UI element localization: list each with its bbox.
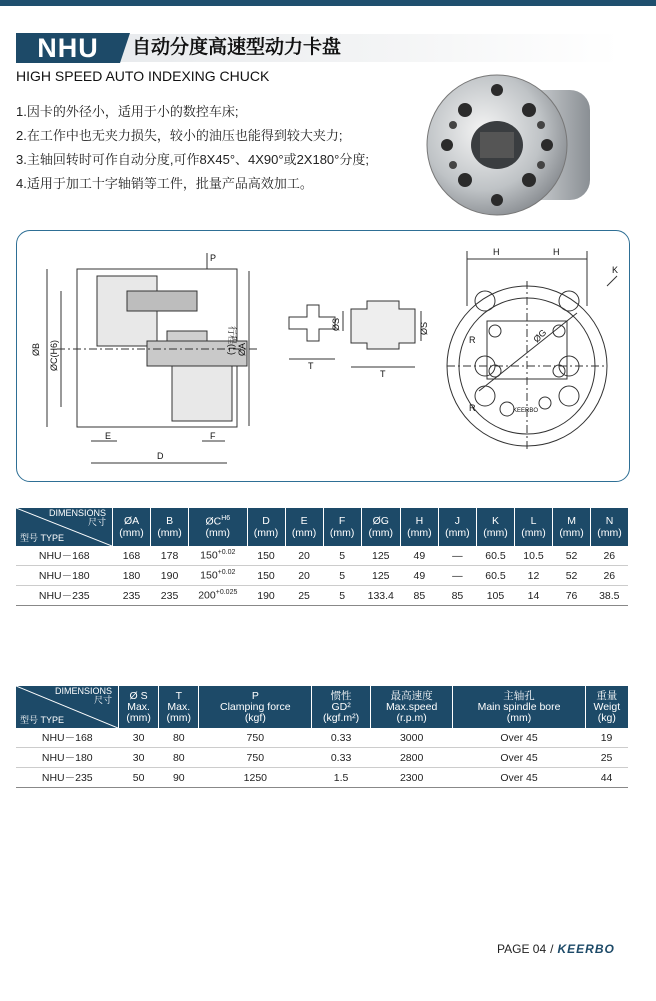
col-inertia: 惯性 GD² (kgf.m²) bbox=[312, 686, 371, 728]
col-weight: 重量 Weigt (kg) bbox=[585, 686, 628, 728]
drawing-svg bbox=[17, 231, 629, 481]
table-row: NHU－180 180 190 $150^{+0.02}$ 150 20 5 125 49 — 60.5 12 52 26 bbox=[16, 566, 628, 586]
table-row: NHU－235 235 235 $200^{+0.025}$ 190 25 5 133.4 85 85 105 14 76 38.5 bbox=[16, 586, 628, 606]
label-c: ØC(H6) bbox=[49, 340, 59, 371]
dimensions-cn-label: 尺寸 bbox=[93, 695, 112, 705]
model-badge: NHU bbox=[16, 33, 120, 63]
col-t: T Max. (mm) bbox=[159, 686, 199, 728]
col-g: ØG (mm) bbox=[361, 508, 400, 546]
label-e: E bbox=[105, 431, 112, 441]
col-b: B (mm) bbox=[151, 508, 189, 546]
chuck-photo bbox=[425, 70, 593, 220]
col-h: H (mm) bbox=[400, 508, 438, 546]
technical-drawing bbox=[16, 230, 630, 482]
col-p: P Clamping force (kgf) bbox=[199, 686, 312, 728]
col-j: J (mm) bbox=[438, 508, 476, 546]
type-label: 型号 TYPE bbox=[20, 715, 65, 725]
page-title-en: HIGH SPEED AUTO INDEXING CHUCK bbox=[16, 68, 270, 84]
col-f: F (mm) bbox=[323, 508, 361, 546]
page-title-cn: 自动分度高速型动力卡盘 bbox=[132, 37, 342, 58]
col-n: N (mm) bbox=[591, 508, 628, 546]
col-c: $ØC^{H6}$ (mm) bbox=[189, 508, 247, 546]
label-h2: H bbox=[553, 247, 560, 257]
feature-item: 3.主轴回转时可作自动分度,可作8X45°、4X90°或2X180°分度; bbox=[16, 152, 369, 167]
dimensions-label: DIMENSIONS bbox=[48, 508, 106, 518]
col-speed: 最高速度 Max.speed (r.p.m) bbox=[370, 686, 453, 728]
label-p: P bbox=[210, 253, 217, 263]
performance-table bbox=[16, 686, 628, 788]
label-a: ØA bbox=[237, 342, 247, 356]
top-bar bbox=[0, 0, 656, 6]
label-brand: KEERBO bbox=[513, 408, 539, 414]
dimensions-table bbox=[16, 508, 628, 606]
feature-list bbox=[16, 100, 369, 196]
type-label: 型号 TYPE bbox=[20, 533, 65, 543]
label-b: ØB bbox=[31, 342, 41, 356]
col-e: E (mm) bbox=[285, 508, 323, 546]
label-s2: ØS bbox=[419, 321, 429, 335]
col-a: ØA (mm) bbox=[113, 508, 151, 546]
label-f: F bbox=[210, 431, 216, 441]
footer-separator: / bbox=[550, 942, 554, 956]
header-diagonal-cell bbox=[16, 508, 113, 546]
col-s: Ø S Max. (mm) bbox=[119, 686, 159, 728]
label-r2: R bbox=[469, 403, 476, 413]
col-m: M (mm) bbox=[553, 508, 591, 546]
label-g: ØG bbox=[531, 327, 549, 345]
col-bore: 主轴孔 Main spindle bore (mm) bbox=[453, 686, 585, 728]
label-t1: T bbox=[308, 361, 314, 371]
col-k: K (mm) bbox=[476, 508, 514, 546]
label-stroke: 行程(L) bbox=[227, 326, 237, 355]
label-t2: T bbox=[380, 369, 386, 379]
label-s1: ØS bbox=[331, 317, 341, 331]
header-diagonal-cell bbox=[16, 686, 119, 728]
feature-item: 2.在工作中也无夹力损失，较小的油压也能得到较大夹力; bbox=[16, 128, 343, 143]
page-number: PAGE 04 bbox=[497, 942, 547, 956]
dimensions-label: DIMENSIONS bbox=[54, 686, 112, 696]
col-d: D (mm) bbox=[247, 508, 285, 546]
dimensions-cn-label: 尺寸 bbox=[87, 517, 106, 527]
col-l: L (mm) bbox=[515, 508, 553, 546]
table-row: NHU－168 168 178 $150^{+0.02}$ 150 20 5 125 49 — 60.5 10.5 52 26 bbox=[16, 546, 628, 566]
table-row: NHU－168 30 80 750 0.33 3000 Over 45 19 bbox=[16, 728, 628, 748]
table-row: NHU－235 50 90 1250 1.5 2300 Over 45 44 bbox=[16, 768, 628, 788]
label-k: K bbox=[612, 265, 619, 275]
label-d: D bbox=[157, 451, 164, 461]
label-h1: H bbox=[493, 247, 500, 257]
feature-item: 4.适用于加工十字轴销等工件，批量产品高效加工。 bbox=[16, 176, 313, 191]
table-row: NHU－180 30 80 750 0.33 2800 Over 45 25 bbox=[16, 748, 628, 768]
label-r1: R bbox=[469, 335, 476, 345]
brand-logo: KEERBO bbox=[557, 942, 615, 956]
page-footer bbox=[497, 942, 615, 956]
feature-item: 1.因卡的外径小，适用于小的数控车床; bbox=[16, 104, 239, 119]
